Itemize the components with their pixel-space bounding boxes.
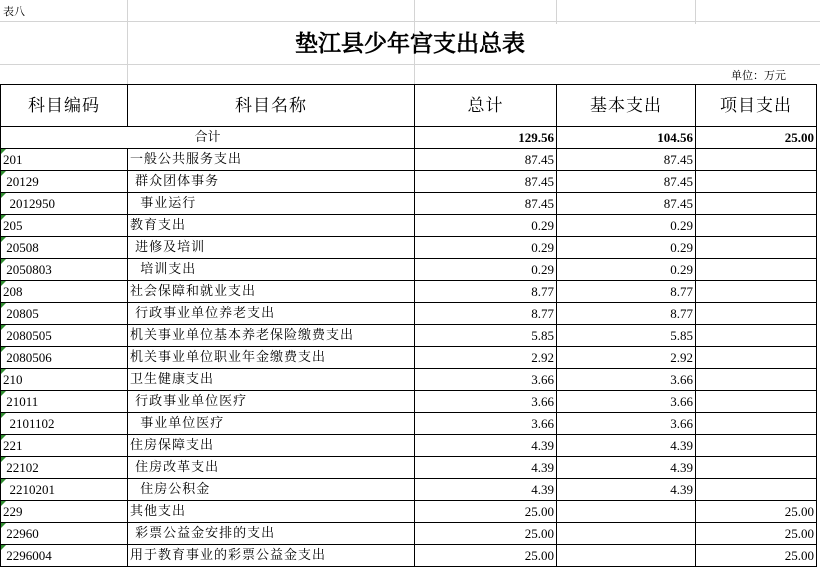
table-row <box>1 193 817 215</box>
row-project-text: 25.00 <box>784 503 814 519</box>
row-name[interactable] <box>128 325 415 347</box>
row-project[interactable] <box>696 369 817 391</box>
row-basic-text: 3.66 <box>670 371 693 387</box>
grid-line <box>0 64 820 65</box>
row-name[interactable] <box>128 281 415 303</box>
row-project[interactable] <box>696 325 817 347</box>
cell-marker-icon <box>1 281 6 286</box>
row-name[interactable] <box>128 303 415 325</box>
table-row <box>1 303 817 325</box>
cell-marker-icon <box>1 479 6 484</box>
page-title: 垫江县少年宫支出总表 <box>295 31 525 57</box>
row-basic-text: 2.92 <box>670 349 693 365</box>
row-total-text: 87.45 <box>524 195 554 211</box>
row-code[interactable] <box>1 259 128 281</box>
row-basic-text: 8.77 <box>670 305 693 321</box>
row-project[interactable] <box>696 171 817 193</box>
row-code-text: 205 <box>3 217 23 233</box>
row-total-text: 3.66 <box>531 371 554 387</box>
table-row <box>1 479 817 501</box>
table-row <box>1 435 817 457</box>
row-name-text: 住房改革支出 <box>130 459 220 475</box>
sheet-label: 表八 <box>3 5 25 18</box>
row-basic-text: 4.39 <box>670 437 693 453</box>
row-code-text: 2101102 <box>3 415 55 431</box>
row-name-text: 用于教育事业的彩票公益金支出 <box>130 547 327 563</box>
row-code-text: 22102 <box>3 459 39 475</box>
row-code[interactable] <box>1 369 128 391</box>
row-code[interactable] <box>1 413 128 435</box>
row-code[interactable] <box>1 501 128 523</box>
cell-marker-icon <box>1 413 6 418</box>
table-row <box>1 545 817 567</box>
row-basic[interactable] <box>557 325 696 347</box>
row-total[interactable] <box>415 457 557 479</box>
cell-marker-icon <box>1 347 6 352</box>
row-name[interactable] <box>128 215 415 237</box>
unit-label: 单位：万元 <box>731 69 786 82</box>
cell-marker-icon <box>1 457 6 462</box>
row-project[interactable] <box>696 479 817 501</box>
row-code[interactable] <box>1 347 128 369</box>
total-total[interactable]: 129.56 <box>415 127 557 149</box>
cell-marker-icon <box>1 215 6 220</box>
cell-marker-icon <box>1 545 6 550</box>
table-row <box>1 215 817 237</box>
row-project[interactable] <box>696 545 817 567</box>
row-code-text: 210 <box>3 371 23 387</box>
cell-marker-icon <box>1 325 6 330</box>
row-total[interactable] <box>415 391 557 413</box>
cell-marker-icon <box>1 237 6 242</box>
cell-marker-icon <box>1 369 6 374</box>
row-total-text: 8.77 <box>531 283 554 299</box>
row-basic[interactable] <box>557 303 696 325</box>
row-total-text: 4.39 <box>531 437 554 453</box>
row-project-text: 25.00 <box>784 547 814 563</box>
row-total[interactable] <box>415 369 557 391</box>
row-name-text: 卫生健康支出 <box>130 371 215 387</box>
row-project[interactable] <box>696 413 817 435</box>
row-basic[interactable] <box>557 369 696 391</box>
row-project[interactable] <box>696 501 817 523</box>
row-total-text: 5.85 <box>531 327 554 343</box>
row-name[interactable] <box>128 193 415 215</box>
row-name-text: 行政事业单位医疗 <box>130 393 248 409</box>
row-code[interactable] <box>1 171 128 193</box>
row-project[interactable] <box>696 391 817 413</box>
row-basic-text: 0.29 <box>670 239 693 255</box>
row-basic-text: 0.29 <box>670 261 693 277</box>
row-total-text: 0.29 <box>531 239 554 255</box>
row-code-text: 2012950 <box>3 195 55 211</box>
row-name[interactable] <box>128 501 415 523</box>
cell-marker-icon <box>1 391 6 396</box>
row-name-text: 事业单位医疗 <box>130 415 225 431</box>
row-basic-text: 87.45 <box>663 195 693 211</box>
row-basic[interactable] <box>557 215 696 237</box>
row-total-text: 87.45 <box>524 173 554 189</box>
row-total-text: 25.00 <box>524 503 554 519</box>
row-code-text: 229 <box>3 503 23 519</box>
table-row <box>1 413 817 435</box>
row-name-text: 彩票公益金安排的支出 <box>130 525 276 541</box>
row-name[interactable] <box>128 369 415 391</box>
row-code-text: 208 <box>3 283 23 299</box>
table-row <box>1 259 817 281</box>
row-code[interactable] <box>1 237 128 259</box>
row-project[interactable] <box>696 303 817 325</box>
row-basic[interactable] <box>557 149 696 171</box>
row-project[interactable] <box>696 193 817 215</box>
row-total[interactable] <box>415 303 557 325</box>
row-name-text: 住房公积金 <box>130 481 211 497</box>
row-total-text: 4.39 <box>531 481 554 497</box>
row-project[interactable] <box>696 347 817 369</box>
total-project[interactable]: 25.00 <box>696 127 817 149</box>
row-basic[interactable] <box>557 259 696 281</box>
row-basic-text: 5.85 <box>670 327 693 343</box>
row-project-text: 25.00 <box>784 525 814 541</box>
row-code-text: 2080505 <box>3 327 52 343</box>
row-basic-text: 4.39 <box>670 481 693 497</box>
cell-marker-icon <box>1 435 6 440</box>
row-code[interactable] <box>1 303 128 325</box>
row-total-text: 0.29 <box>531 217 554 233</box>
row-name[interactable] <box>128 479 415 501</box>
row-code-text: 20129 <box>3 173 39 189</box>
row-name-text: 其他支出 <box>130 503 187 519</box>
row-code-text: 2296004 <box>3 547 52 563</box>
cell-marker-icon <box>1 303 6 308</box>
table-row <box>1 369 817 391</box>
row-basic[interactable] <box>557 413 696 435</box>
row-basic[interactable] <box>557 545 696 567</box>
row-total-text: 3.66 <box>531 393 554 409</box>
row-total[interactable] <box>415 281 557 303</box>
row-project[interactable] <box>696 435 817 457</box>
row-basic-text: 3.66 <box>670 393 693 409</box>
row-name[interactable] <box>128 457 415 479</box>
row-basic[interactable] <box>557 501 696 523</box>
row-code[interactable] <box>1 545 128 567</box>
row-total[interactable] <box>415 193 557 215</box>
row-code-text: 20805 <box>3 305 39 321</box>
total-basic[interactable]: 104.56 <box>557 127 696 149</box>
cell-marker-icon <box>1 501 6 506</box>
row-basic-text: 4.39 <box>670 459 693 475</box>
row-total-text: 0.29 <box>531 261 554 277</box>
row-name[interactable] <box>128 435 415 457</box>
row-code[interactable] <box>1 391 128 413</box>
cell-marker-icon <box>1 259 6 264</box>
row-name-text: 培训支出 <box>130 261 197 277</box>
row-project[interactable] <box>696 523 817 545</box>
row-name[interactable] <box>128 149 415 171</box>
table-row <box>1 501 817 523</box>
row-total[interactable] <box>415 215 557 237</box>
row-basic[interactable] <box>557 347 696 369</box>
row-basic[interactable] <box>557 171 696 193</box>
row-name[interactable] <box>128 347 415 369</box>
row-name-text: 事业运行 <box>130 195 197 211</box>
row-name[interactable] <box>128 523 415 545</box>
row-name-text: 社会保障和就业支出 <box>130 283 257 299</box>
row-code-text: 21011 <box>3 393 39 409</box>
row-code[interactable] <box>1 457 128 479</box>
row-total[interactable] <box>415 325 557 347</box>
row-code-text: 22960 <box>3 525 39 541</box>
cell-marker-icon <box>1 149 6 154</box>
row-project[interactable] <box>696 457 817 479</box>
row-total[interactable] <box>415 501 557 523</box>
row-total-text: 25.00 <box>524 547 554 563</box>
row-total[interactable] <box>415 413 557 435</box>
table-row <box>1 171 817 193</box>
row-total[interactable] <box>415 149 557 171</box>
cell-marker-icon <box>1 171 6 176</box>
row-total-text: 87.45 <box>524 151 554 167</box>
row-name[interactable] <box>128 413 415 435</box>
row-basic[interactable] <box>557 457 696 479</box>
row-name-text: 住房保障支出 <box>130 437 215 453</box>
table-row <box>1 347 817 369</box>
row-total[interactable] <box>415 259 557 281</box>
row-basic[interactable] <box>557 435 696 457</box>
row-basic-text: 0.29 <box>670 217 693 233</box>
row-code[interactable] <box>1 325 128 347</box>
row-total[interactable] <box>415 237 557 259</box>
row-basic[interactable] <box>557 479 696 501</box>
row-name-text: 机关事业单位职业年金缴费支出 <box>130 349 327 365</box>
row-total[interactable] <box>415 435 557 457</box>
total-label[interactable]: 合计 <box>1 127 415 149</box>
table-row <box>1 325 817 347</box>
row-code-text: 2080506 <box>3 349 52 365</box>
row-name[interactable] <box>128 545 415 567</box>
row-basic[interactable] <box>557 391 696 413</box>
row-code[interactable] <box>1 435 128 457</box>
row-code[interactable] <box>1 523 128 545</box>
row-code-text: 2050803 <box>3 261 52 277</box>
row-code[interactable] <box>1 281 128 303</box>
grid-line <box>0 21 820 22</box>
row-total-text: 2.92 <box>531 349 554 365</box>
row-basic-text: 3.66 <box>670 415 693 431</box>
row-code[interactable] <box>1 479 128 501</box>
row-code-text: 20508 <box>3 239 39 255</box>
row-total[interactable] <box>415 545 557 567</box>
table-header-row <box>1 85 817 127</box>
row-code[interactable] <box>1 193 128 215</box>
row-basic[interactable] <box>557 237 696 259</box>
cell-marker-icon <box>1 523 6 528</box>
row-name[interactable] <box>128 237 415 259</box>
header-name[interactable]: 科目名称 <box>128 85 415 127</box>
table-row <box>1 237 817 259</box>
row-project[interactable] <box>696 259 817 281</box>
row-total[interactable] <box>415 523 557 545</box>
row-total[interactable] <box>415 347 557 369</box>
header-project[interactable]: 项目支出 <box>696 85 817 127</box>
row-code[interactable] <box>1 149 128 171</box>
row-basic[interactable] <box>557 523 696 545</box>
row-code[interactable] <box>1 215 128 237</box>
row-code-text: 221 <box>3 437 23 453</box>
table-row <box>1 391 817 413</box>
row-total-text: 3.66 <box>531 415 554 431</box>
row-total-text: 25.00 <box>524 525 554 541</box>
row-basic-text: 8.77 <box>670 283 693 299</box>
row-name[interactable] <box>128 391 415 413</box>
row-code-text: 201 <box>3 151 23 167</box>
row-total[interactable] <box>415 479 557 501</box>
header-basic[interactable]: 基本支出 <box>557 85 696 127</box>
row-name[interactable] <box>128 171 415 193</box>
row-basic[interactable] <box>557 193 696 215</box>
table-row <box>1 523 817 545</box>
cell-marker-icon <box>1 193 6 198</box>
row-name-text: 行政事业单位养老支出 <box>130 305 276 321</box>
header-total[interactable]: 总计 <box>415 85 557 127</box>
row-basic-text: 87.45 <box>663 151 693 167</box>
row-name[interactable] <box>128 259 415 281</box>
row-project[interactable] <box>696 237 817 259</box>
row-basic-text: 87.45 <box>663 173 693 189</box>
row-name-text: 进修及培训 <box>130 239 206 255</box>
table-row <box>1 149 817 171</box>
row-basic[interactable] <box>557 281 696 303</box>
table-row <box>1 281 817 303</box>
header-code[interactable]: 科目编码 <box>1 85 128 127</box>
row-total-text: 8.77 <box>531 305 554 321</box>
row-name-text: 机关事业单位基本养老保险缴费支出 <box>130 327 355 343</box>
row-project[interactable] <box>696 215 817 237</box>
row-name-text: 一般公共服务支出 <box>130 151 243 167</box>
row-code-text: 2210201 <box>3 481 55 497</box>
row-name-text: 教育支出 <box>130 217 187 233</box>
table-row <box>1 457 817 479</box>
row-name-text: 群众团体事务 <box>130 173 220 189</box>
total-row <box>1 127 817 149</box>
row-project[interactable] <box>696 149 817 171</box>
row-project[interactable] <box>696 281 817 303</box>
row-total[interactable] <box>415 171 557 193</box>
expenditure-table <box>0 84 817 567</box>
row-total-text: 4.39 <box>531 459 554 475</box>
